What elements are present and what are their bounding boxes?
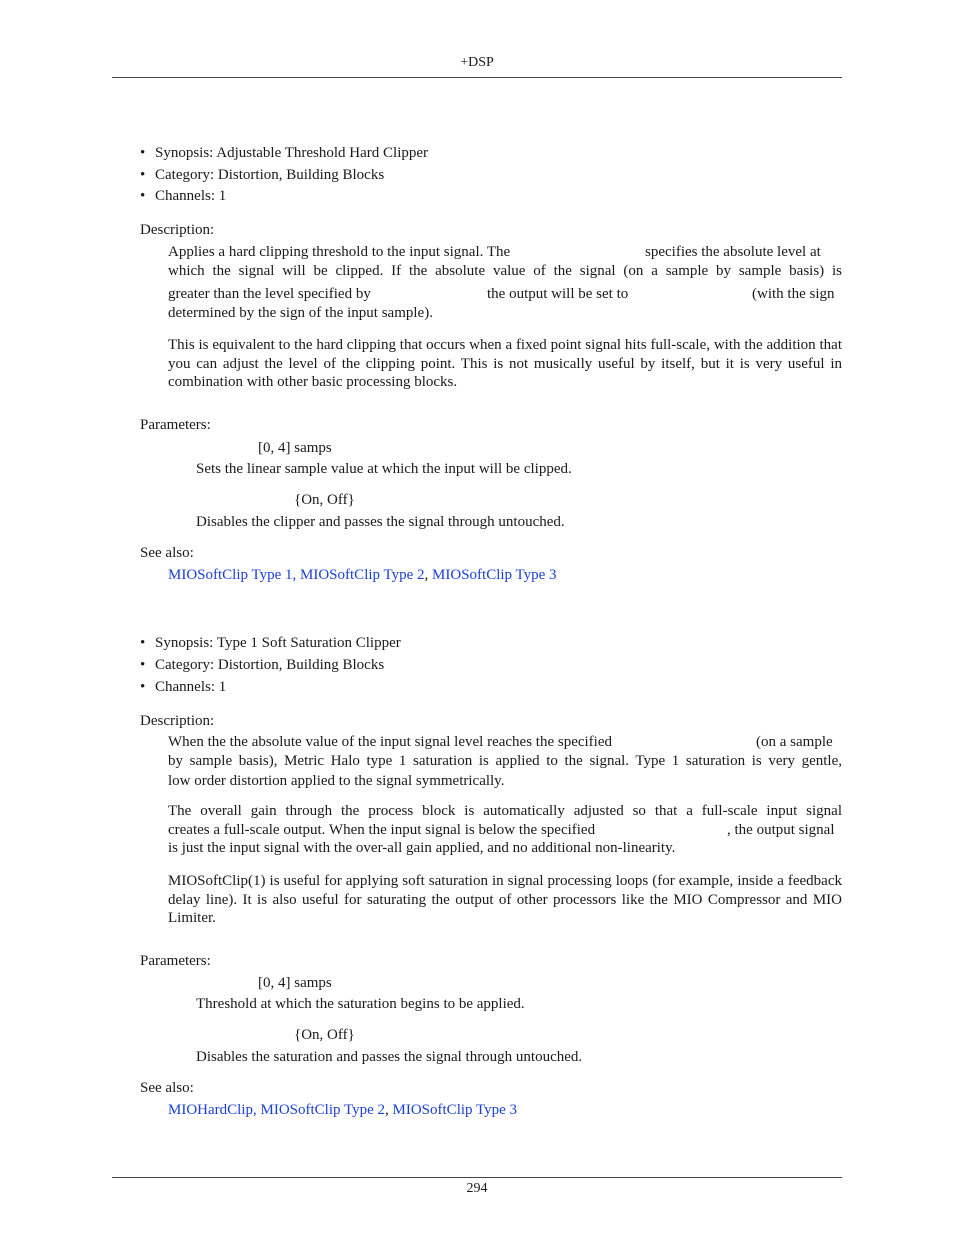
desc-line: Applies a hard clipping threshold to the input signal. The — [168, 244, 511, 260]
param-bypass-desc: Disables the clipper and passes the signal through untouched. — [196, 514, 565, 530]
header-rule — [112, 77, 842, 78]
param-bypass-range: {On, Off} — [294, 1027, 355, 1043]
param-threshold-range: [0, 4] samps — [258, 440, 332, 456]
param-threshold-desc: Threshold at which the saturation begins to be applied. — [196, 996, 525, 1012]
param-threshold-range: [0, 4] samps — [258, 975, 332, 991]
desc-line: the output will be set to — [487, 286, 629, 302]
running-header: +DSP — [460, 55, 494, 70]
desc-line: specifies the absolute level at — [645, 244, 821, 260]
footer-rule — [112, 1177, 842, 1178]
parameters-label: Parameters: — [140, 417, 211, 433]
link-separator: , — [385, 1102, 393, 1118]
link-miosoftclip-type-3[interactable]: MIOSoftClip Type 3 — [392, 1102, 518, 1118]
see-also-label: See also: — [140, 545, 194, 561]
desc-line: is just the input signal with the over-all gain applied, and no additional non-linearity. — [168, 840, 676, 856]
link-miosoftclip-type-2[interactable]: MIOSoftClip Type 2 — [260, 1102, 386, 1118]
link-separator: , — [253, 1102, 261, 1118]
see-also-label: See also: — [140, 1080, 194, 1096]
desc-line: creates a full-scale output. When the input signal is below the specified — [168, 822, 596, 838]
link-miosoftclip-type-1[interactable]: MIOSoftClip Type 1 — [168, 567, 293, 583]
link-separator: , — [292, 567, 301, 583]
link-separator: , — [424, 567, 433, 583]
link-miosoftclip-type-2[interactable]: MIOSoftClip Type 2 — [300, 567, 425, 583]
desc-line: , the output signal — [727, 822, 835, 838]
desc-line: (on a sample — [756, 734, 833, 750]
description-label: Description: — [140, 713, 215, 729]
param-bypass-range: {On, Off} — [294, 492, 355, 508]
desc-line: (with the sign — [752, 286, 835, 302]
page-number: 294 — [466, 1181, 488, 1196]
see-also-links — [168, 567, 557, 584]
desc-line: by sample basis), Metric Halo type 1 saturation is applied to the signal. Type 1 saturation is very gentle, — [168, 753, 842, 769]
link-miosoftclip-type-3[interactable]: MIOSoftClip Type 3 — [432, 567, 557, 583]
description-label: Description: — [140, 222, 215, 238]
param-threshold-desc: Sets the linear sample value at which the input will be clipped. — [196, 461, 572, 477]
param-bypass-desc: Disables the saturation and passes the signal through untouched. — [196, 1049, 583, 1065]
parameters-label: Parameters: — [140, 953, 211, 969]
desc-line: The overall gain through the process block is automatically adjusted so that a full-scale input signal — [168, 803, 842, 819]
desc-line: determined by the sign of the input sample). — [168, 305, 433, 321]
desc-line: low order distortion applied to the signal symmetrically. — [168, 773, 505, 789]
desc-paragraph: This is equivalent to the hard clipping that occurs when a fixed point signal hits full-scale, with the addition that you can adjust the level of the clipping point. This is not musically useful by itself, but it is very useful in combination with other basic processing blocks. — [168, 337, 842, 390]
see-also-links — [168, 1102, 517, 1119]
desc-paragraph: MIOSoftClip(1) is useful for applying soft saturation in signal processing loops (for example, inside a feedback delay line). It is also useful for saturating the output of other processors like the MIO Compressor and MIO Limiter. — [168, 873, 842, 926]
link-miohardclip[interactable]: MIOHardClip — [168, 1102, 253, 1118]
desc-line: greater than the level specified by — [168, 286, 371, 302]
desc-line: When the the absolute value of the input signal level reaches the specified — [168, 734, 613, 750]
desc-line: which the signal will be clipped. If the absolute value of the signal (on a sample by sample basis) is — [168, 263, 842, 279]
